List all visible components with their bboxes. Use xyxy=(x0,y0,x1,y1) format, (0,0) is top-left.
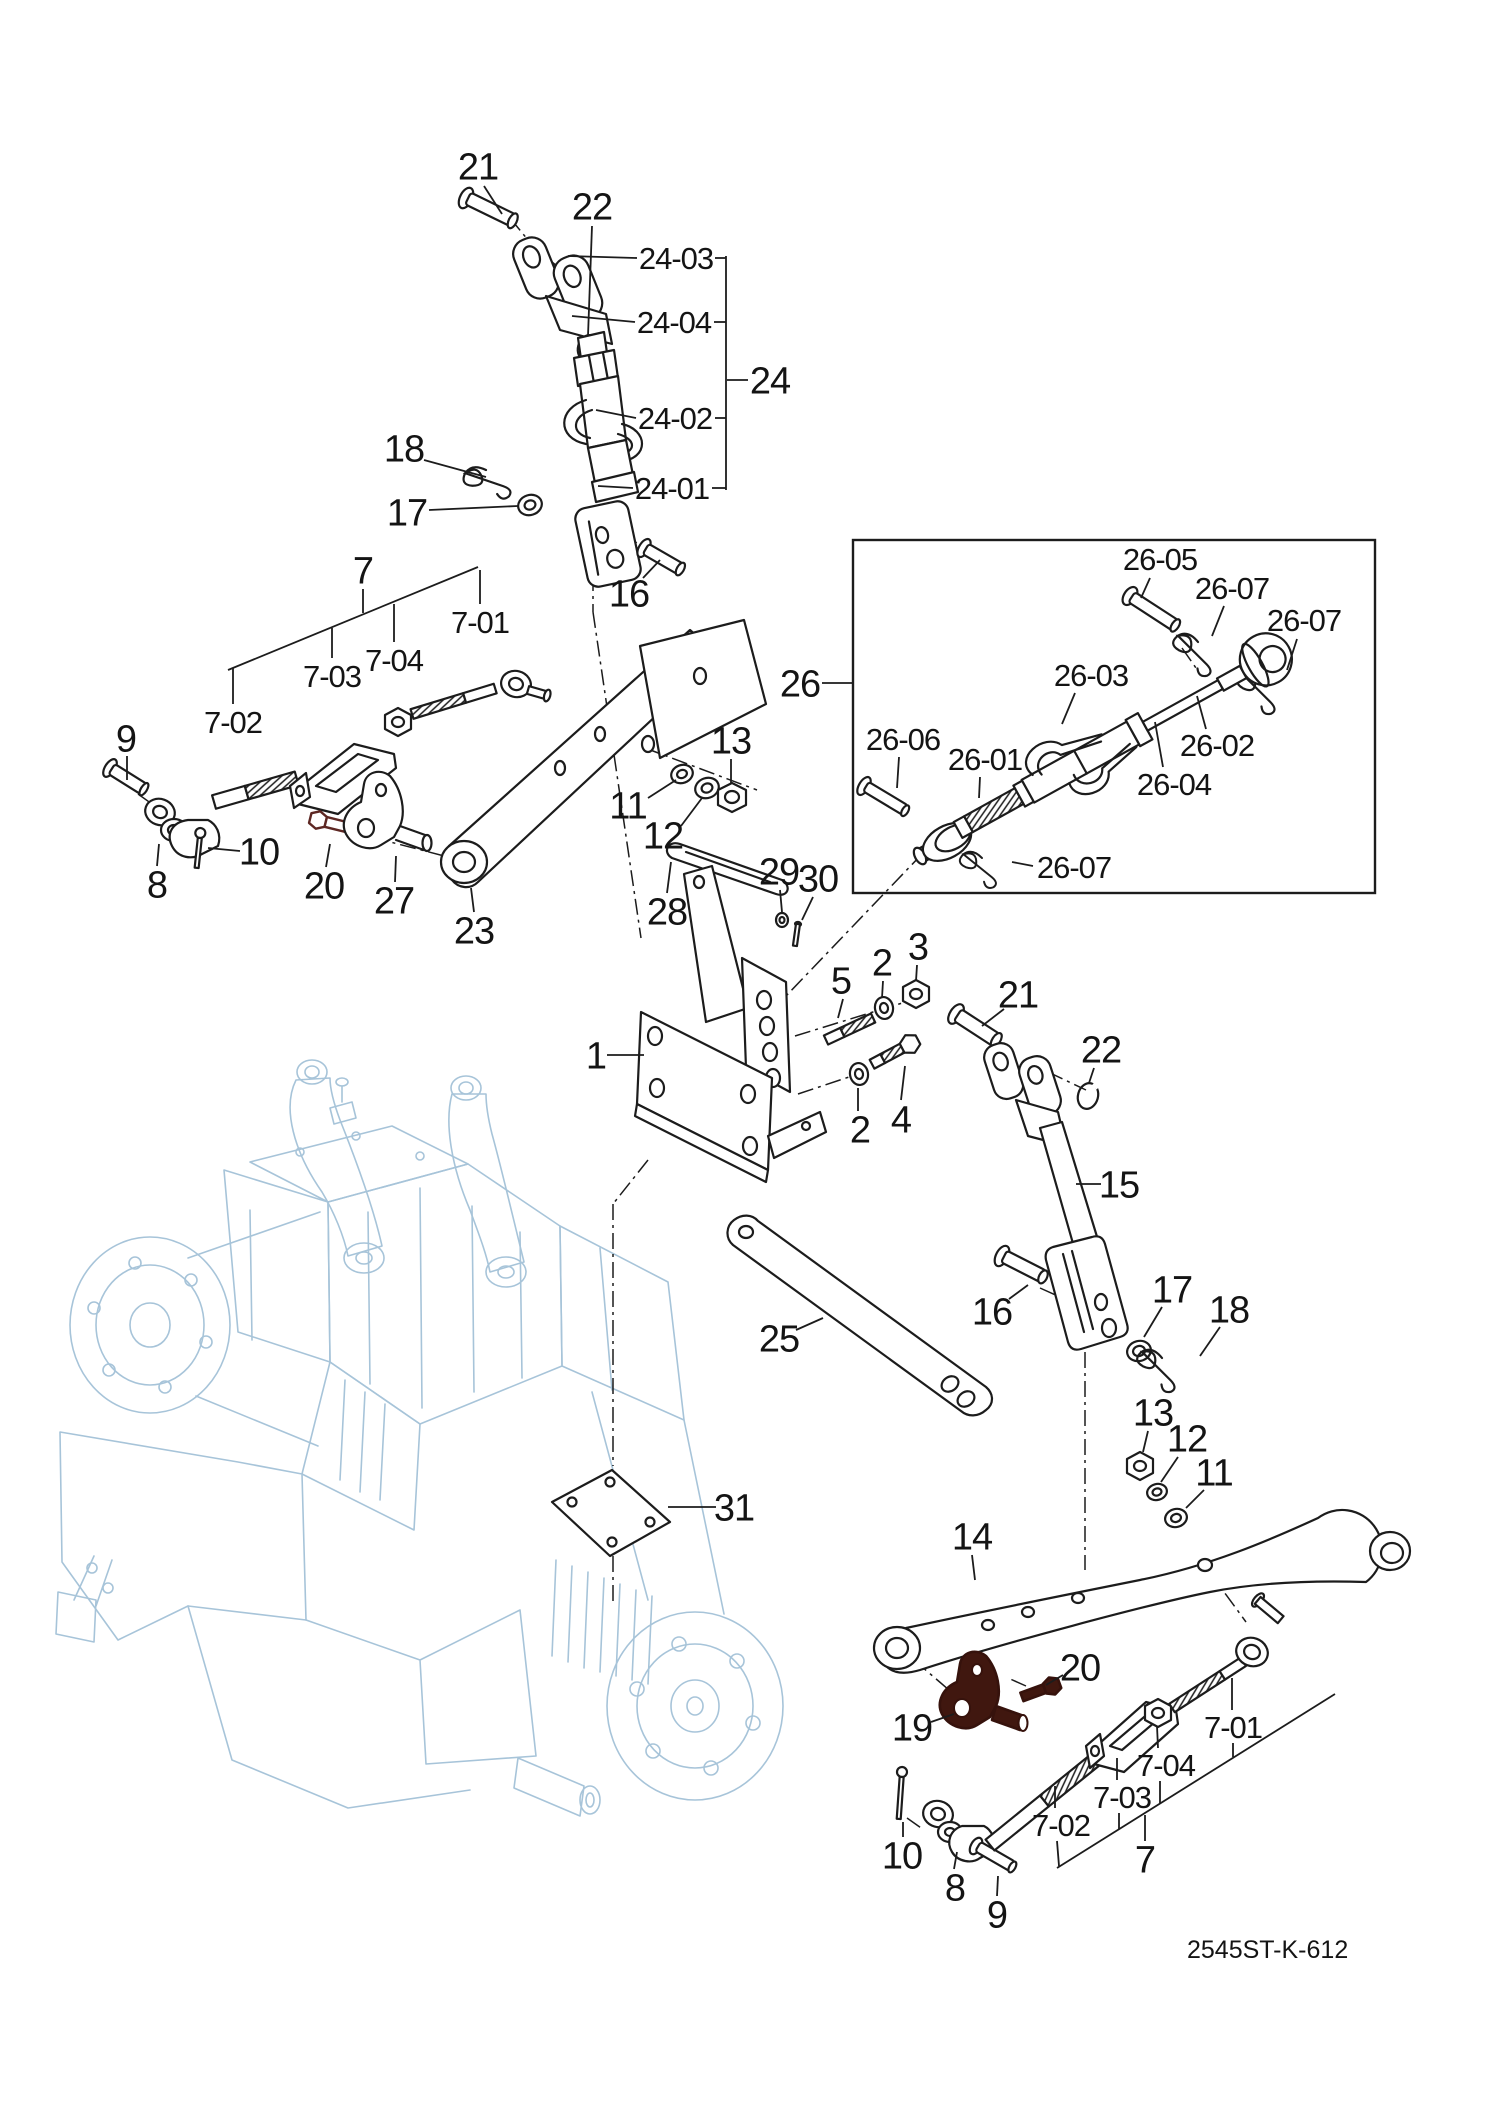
part-2-washer-lower xyxy=(848,1062,870,1087)
callout-label-24-03-2: 24-03 xyxy=(638,241,714,277)
leader-line-26-07-30 xyxy=(1012,862,1033,866)
callout-label-15-45: 15 xyxy=(1098,1164,1140,1207)
leader-line-26-04-29 xyxy=(1155,722,1163,767)
callout-label-26-07-24: 26-07 xyxy=(1266,603,1342,639)
part-7-04-jam-nut-right xyxy=(1145,1699,1171,1727)
callout-label-7-01-11: 7-01 xyxy=(450,605,510,641)
callout-label-2-39: 2 xyxy=(871,942,893,985)
leader-line-7-04-62 xyxy=(1157,1726,1158,1748)
leader-line-17-8 xyxy=(429,506,518,510)
callout-label-11-32: 11 xyxy=(609,785,647,828)
leader-line-27-19 xyxy=(395,856,396,882)
part-7-02-lift-rod-yoke-left xyxy=(212,772,299,809)
leader-line-26-06-26 xyxy=(897,757,899,788)
part-29-washer-small xyxy=(776,913,788,927)
callout-label-22-1: 22 xyxy=(571,186,613,229)
callout-label-10-57: 10 xyxy=(881,1835,923,1878)
callout-label-24-02-4: 24-02 xyxy=(637,401,713,437)
leader-line-12-33 xyxy=(681,798,702,826)
callout-label-7-02-60: 7-02 xyxy=(1031,1808,1091,1844)
callout-label-7-64: 7 xyxy=(1134,1839,1156,1882)
callout-label-25-49: 25 xyxy=(758,1318,800,1361)
part-18-r-clip-top xyxy=(461,460,511,507)
callout-label-26-04-29: 26-04 xyxy=(1136,767,1212,803)
part-17-washer-top xyxy=(515,492,544,518)
callout-label-4-41: 4 xyxy=(890,1099,912,1142)
drawing-code: 2545ST-K-612 xyxy=(1187,1936,1349,1964)
callout-label-29-35: 29 xyxy=(758,851,800,894)
callout-label-18-48: 18 xyxy=(1208,1289,1250,1332)
leader-line-26-03-25 xyxy=(1062,693,1075,724)
callout-label-5-38: 5 xyxy=(830,960,852,1003)
callout-label-22-44: 22 xyxy=(1080,1029,1122,1072)
leader-line-28-34 xyxy=(667,862,671,893)
callout-label-9-59: 9 xyxy=(986,1894,1008,1937)
callout-label-13-52: 13 xyxy=(1132,1392,1174,1435)
part-5-stud xyxy=(824,1013,875,1044)
part-30-pin-small xyxy=(792,922,801,947)
callout-label-9-15: 9 xyxy=(115,718,137,761)
part-26-07-r-clip-3 xyxy=(957,851,999,889)
callout-label-28-34: 28 xyxy=(646,891,688,934)
callout-label-7-10: 7 xyxy=(352,550,374,593)
leader-line-26-05-22 xyxy=(1141,578,1150,598)
callout-label-1-37: 1 xyxy=(585,1035,607,1078)
callout-label-14-51: 14 xyxy=(951,1516,993,1559)
callout-label-26-02-28: 26-02 xyxy=(1179,728,1255,764)
part-2-washer-upper xyxy=(873,996,895,1021)
callout-label-23-20: 23 xyxy=(453,910,495,953)
leader-line-20-18 xyxy=(326,844,330,867)
part-26-06-clevis-pin xyxy=(855,775,913,821)
callout-label-13-31: 13 xyxy=(710,720,752,763)
leader-line-14-51 xyxy=(972,1555,975,1580)
callout-label-10-16: 10 xyxy=(238,831,280,874)
part-31-cover-plate xyxy=(552,1470,670,1556)
part-10-cotter-pin-right xyxy=(894,1767,908,1820)
callout-label-18-7: 18 xyxy=(383,428,425,471)
callout-label-20-56: 20 xyxy=(1059,1647,1101,1690)
part-24-03-top-link-clevis xyxy=(509,233,612,344)
callout-label-7-04-62: 7-04 xyxy=(1136,1748,1196,1784)
callout-label-26-07-23: 26-07 xyxy=(1194,571,1270,607)
part-13-nut xyxy=(718,783,746,812)
part-7-01-lift-rod-eye-right xyxy=(1169,1591,1286,1712)
part-26-07-r-clip-1 xyxy=(1168,632,1218,678)
assembly-center-lines xyxy=(138,218,1246,1830)
callout-label-12-33: 12 xyxy=(642,815,684,858)
callout-label-26-06-26: 26-06 xyxy=(865,722,941,758)
callout-label-7-04-12: 7-04 xyxy=(364,643,424,679)
callout-label-26-05-22: 26-05 xyxy=(1122,542,1198,578)
part-7-04-jam-nut-left xyxy=(385,708,411,736)
part-8-rod-end-yoke-left xyxy=(141,795,219,858)
callout-label-24-6: 24 xyxy=(749,360,791,403)
part-16-clevis-pin-right xyxy=(992,1243,1052,1288)
callout-label-21-43: 21 xyxy=(997,974,1039,1017)
part-11-washer-right xyxy=(1163,1506,1189,1529)
callout-label-11-54: 11 xyxy=(1195,1452,1233,1495)
part-7-01-lift-rod-eye-left xyxy=(411,668,552,719)
callout-label-12-53: 12 xyxy=(1166,1418,1208,1461)
callout-label-26-03-25: 26-03 xyxy=(1053,658,1129,694)
callout-label-19-55: 19 xyxy=(891,1707,933,1750)
callout-label-8-58: 8 xyxy=(944,1867,966,1910)
leader-line-18-7 xyxy=(424,460,486,477)
callout-layer xyxy=(116,147,1341,1937)
leader-line-25-49 xyxy=(796,1318,823,1330)
callout-label-16-9: 16 xyxy=(608,573,650,616)
part-4-bolt xyxy=(867,1031,922,1073)
callout-label-3-40: 3 xyxy=(907,926,929,969)
leader-line-12-53 xyxy=(1161,1457,1178,1482)
part-13-nut-right xyxy=(1127,1452,1153,1480)
callout-label-30-36: 30 xyxy=(797,858,839,901)
tractor-transmission-drawing xyxy=(56,1060,783,1816)
leader-line-23-20 xyxy=(471,888,474,912)
callout-label-27-19: 27 xyxy=(373,880,415,923)
part-12-lock-washer-right xyxy=(1145,1482,1168,1503)
leader-line-4-41 xyxy=(901,1066,905,1100)
callout-label-20-18: 20 xyxy=(303,865,345,908)
callout-label-7-03-13: 7-03 xyxy=(302,659,362,695)
callout-label-31-50: 31 xyxy=(713,1487,755,1530)
callout-label-7-02-14: 7-02 xyxy=(203,705,263,741)
callout-label-24-04-3: 24-04 xyxy=(636,305,712,341)
callout-label-24-01-5: 24-01 xyxy=(634,471,710,507)
part-3-nut xyxy=(903,980,929,1008)
part-26-05-clevis-pin xyxy=(1120,584,1184,635)
part-18-r-clip-right xyxy=(1132,1348,1182,1394)
callout-label-17-47: 17 xyxy=(1151,1269,1193,1312)
part-22-snap-ring-right xyxy=(1075,1081,1101,1111)
callout-label-26-01-27: 26-01 xyxy=(947,742,1023,778)
leader-line-7-02-60 xyxy=(1057,1841,1059,1866)
callout-label-21-0: 21 xyxy=(457,146,499,189)
part-19-bellcrank-right-highlighted xyxy=(940,1652,1028,1731)
leader-line-26-07-23 xyxy=(1212,606,1224,636)
callout-label-2-42: 2 xyxy=(849,1109,871,1152)
leader-line-8-17 xyxy=(157,844,159,866)
leader-line-26-01-27 xyxy=(979,777,980,798)
callout-label-16-46: 16 xyxy=(971,1291,1013,1334)
leader-line-11-32 xyxy=(648,780,676,798)
callout-label-7-01-63: 7-01 xyxy=(1203,1710,1263,1746)
callout-label-17-8: 17 xyxy=(386,492,428,535)
callout-label-8-17: 8 xyxy=(146,864,168,907)
leader-line-9-59 xyxy=(997,1876,998,1896)
part-25-drawbar xyxy=(727,1216,992,1416)
callout-label-7-03-61: 7-03 xyxy=(1092,1780,1152,1816)
callout-label-26-07-30: 26-07 xyxy=(1036,850,1112,886)
callout-label-26-21: 26 xyxy=(779,663,821,706)
